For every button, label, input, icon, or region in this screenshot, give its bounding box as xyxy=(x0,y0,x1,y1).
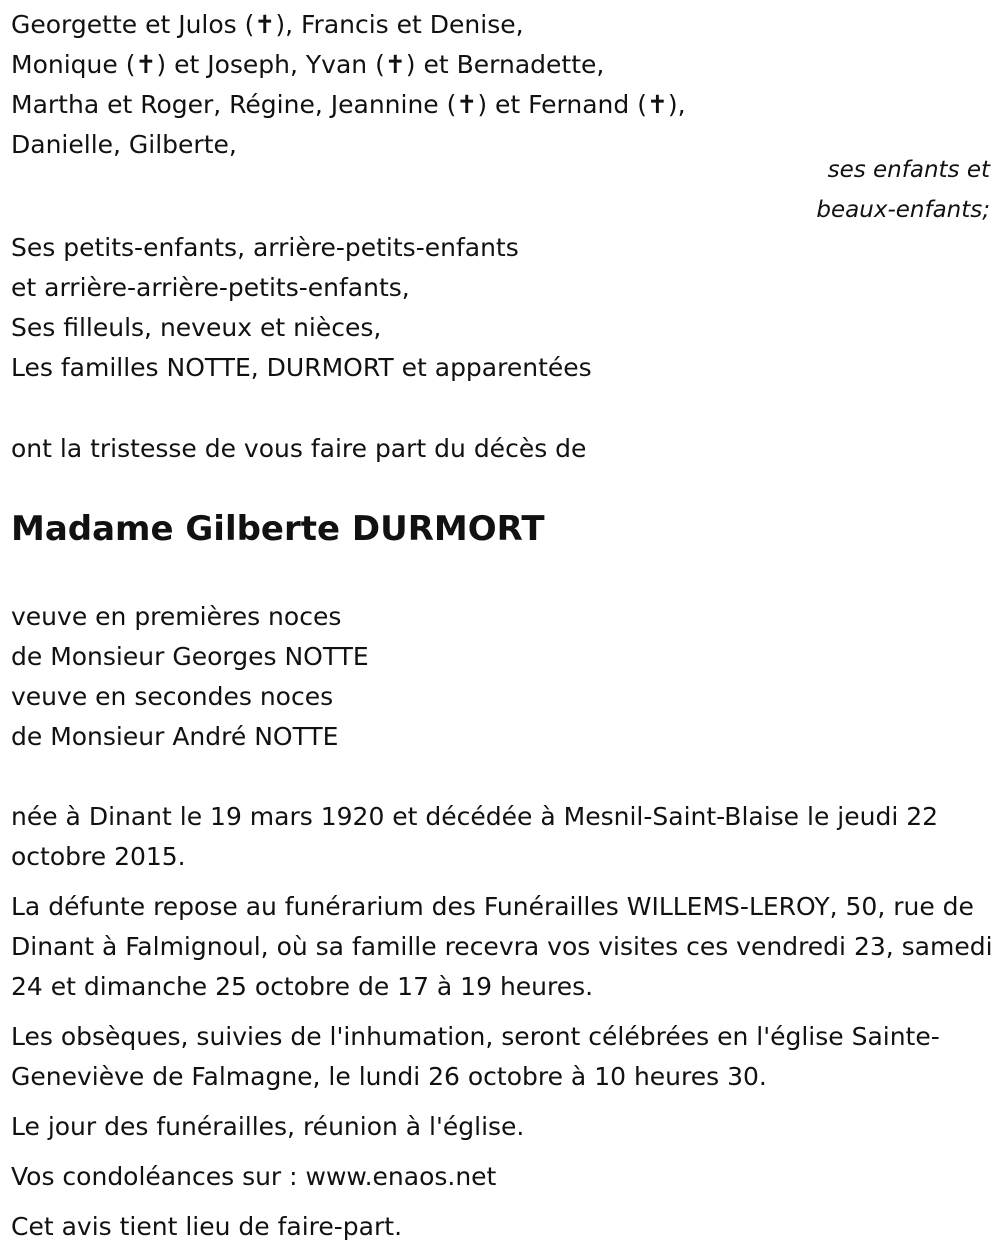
widow-line-4: de Monsieur André NOTTE xyxy=(11,722,339,751)
notice-paragraph: Cet avis tient lieu de faire-part. xyxy=(11,1212,403,1241)
family-list xyxy=(11,5,686,165)
extended-line-3: Ses filleuls, neveux et nièces, xyxy=(11,313,382,342)
relation-line-1: ses enfants et xyxy=(827,157,990,183)
extended-line-1: Ses petits-enfants, arrière-petits-enfants xyxy=(11,233,519,262)
announcement xyxy=(11,429,586,469)
relation-line-2: beaux-enfants; xyxy=(816,197,990,223)
widow-line-3: veuve en secondes noces xyxy=(11,682,334,711)
widow-line-1: veuve en premières noces xyxy=(11,602,342,631)
family-line-3: Martha et Roger, Régine, Jeannine (✝) et Fernand (✝), xyxy=(11,90,686,119)
announcement-text: ont la tristesse de vous faire part du décès de xyxy=(11,434,587,463)
extended-family xyxy=(11,228,592,388)
family-line-4: Danielle, Gilberte, xyxy=(11,130,237,159)
deceased-name: Madame Gilberte DURMORT xyxy=(11,509,545,549)
condolences-paragraph: Vos condoléances sur : www.enaos.net xyxy=(11,1162,497,1191)
details xyxy=(11,797,996,1257)
meeting-paragraph: Le jour des funérailles, réunion à l'église. xyxy=(11,1112,525,1141)
extended-line-4: Les familles NOTTE, DURMORT et apparentées xyxy=(11,353,592,382)
birth-death-paragraph: née à Dinant le 19 mars 1920 et décédée à Mesnil-Saint-Blaise le jeudi 22 octobre 2015. xyxy=(11,802,939,871)
widow-line-2: de Monsieur Georges NOTTE xyxy=(11,642,369,671)
extended-line-2: et arrière-arrière-petits-enfants, xyxy=(11,273,410,302)
widow-info xyxy=(11,597,369,757)
funeral-paragraph: Les obsèques, suivies de l'inhumation, seront célébrées en l'église Sainte-Geneviève de Falmagne, le lundi 26 octobre à 10 heures 30. xyxy=(11,1022,940,1091)
family-line-1: Georgette et Julos (✝), Francis et Denise, xyxy=(11,10,524,39)
relation-note xyxy=(816,150,990,230)
funerarium-paragraph: La défunte repose au funérarium des Funérailles WILLEMS-LEROY, 50, rue de Dinant à Falmignoul, où sa famille recevra vos visites ces vendredi 23, samedi 24 et dimanche 25 octobre de 17 à 19 heures. xyxy=(11,892,993,1001)
family-line-2: Monique (✝) et Joseph, Yvan (✝) et Bernadette, xyxy=(11,50,605,79)
